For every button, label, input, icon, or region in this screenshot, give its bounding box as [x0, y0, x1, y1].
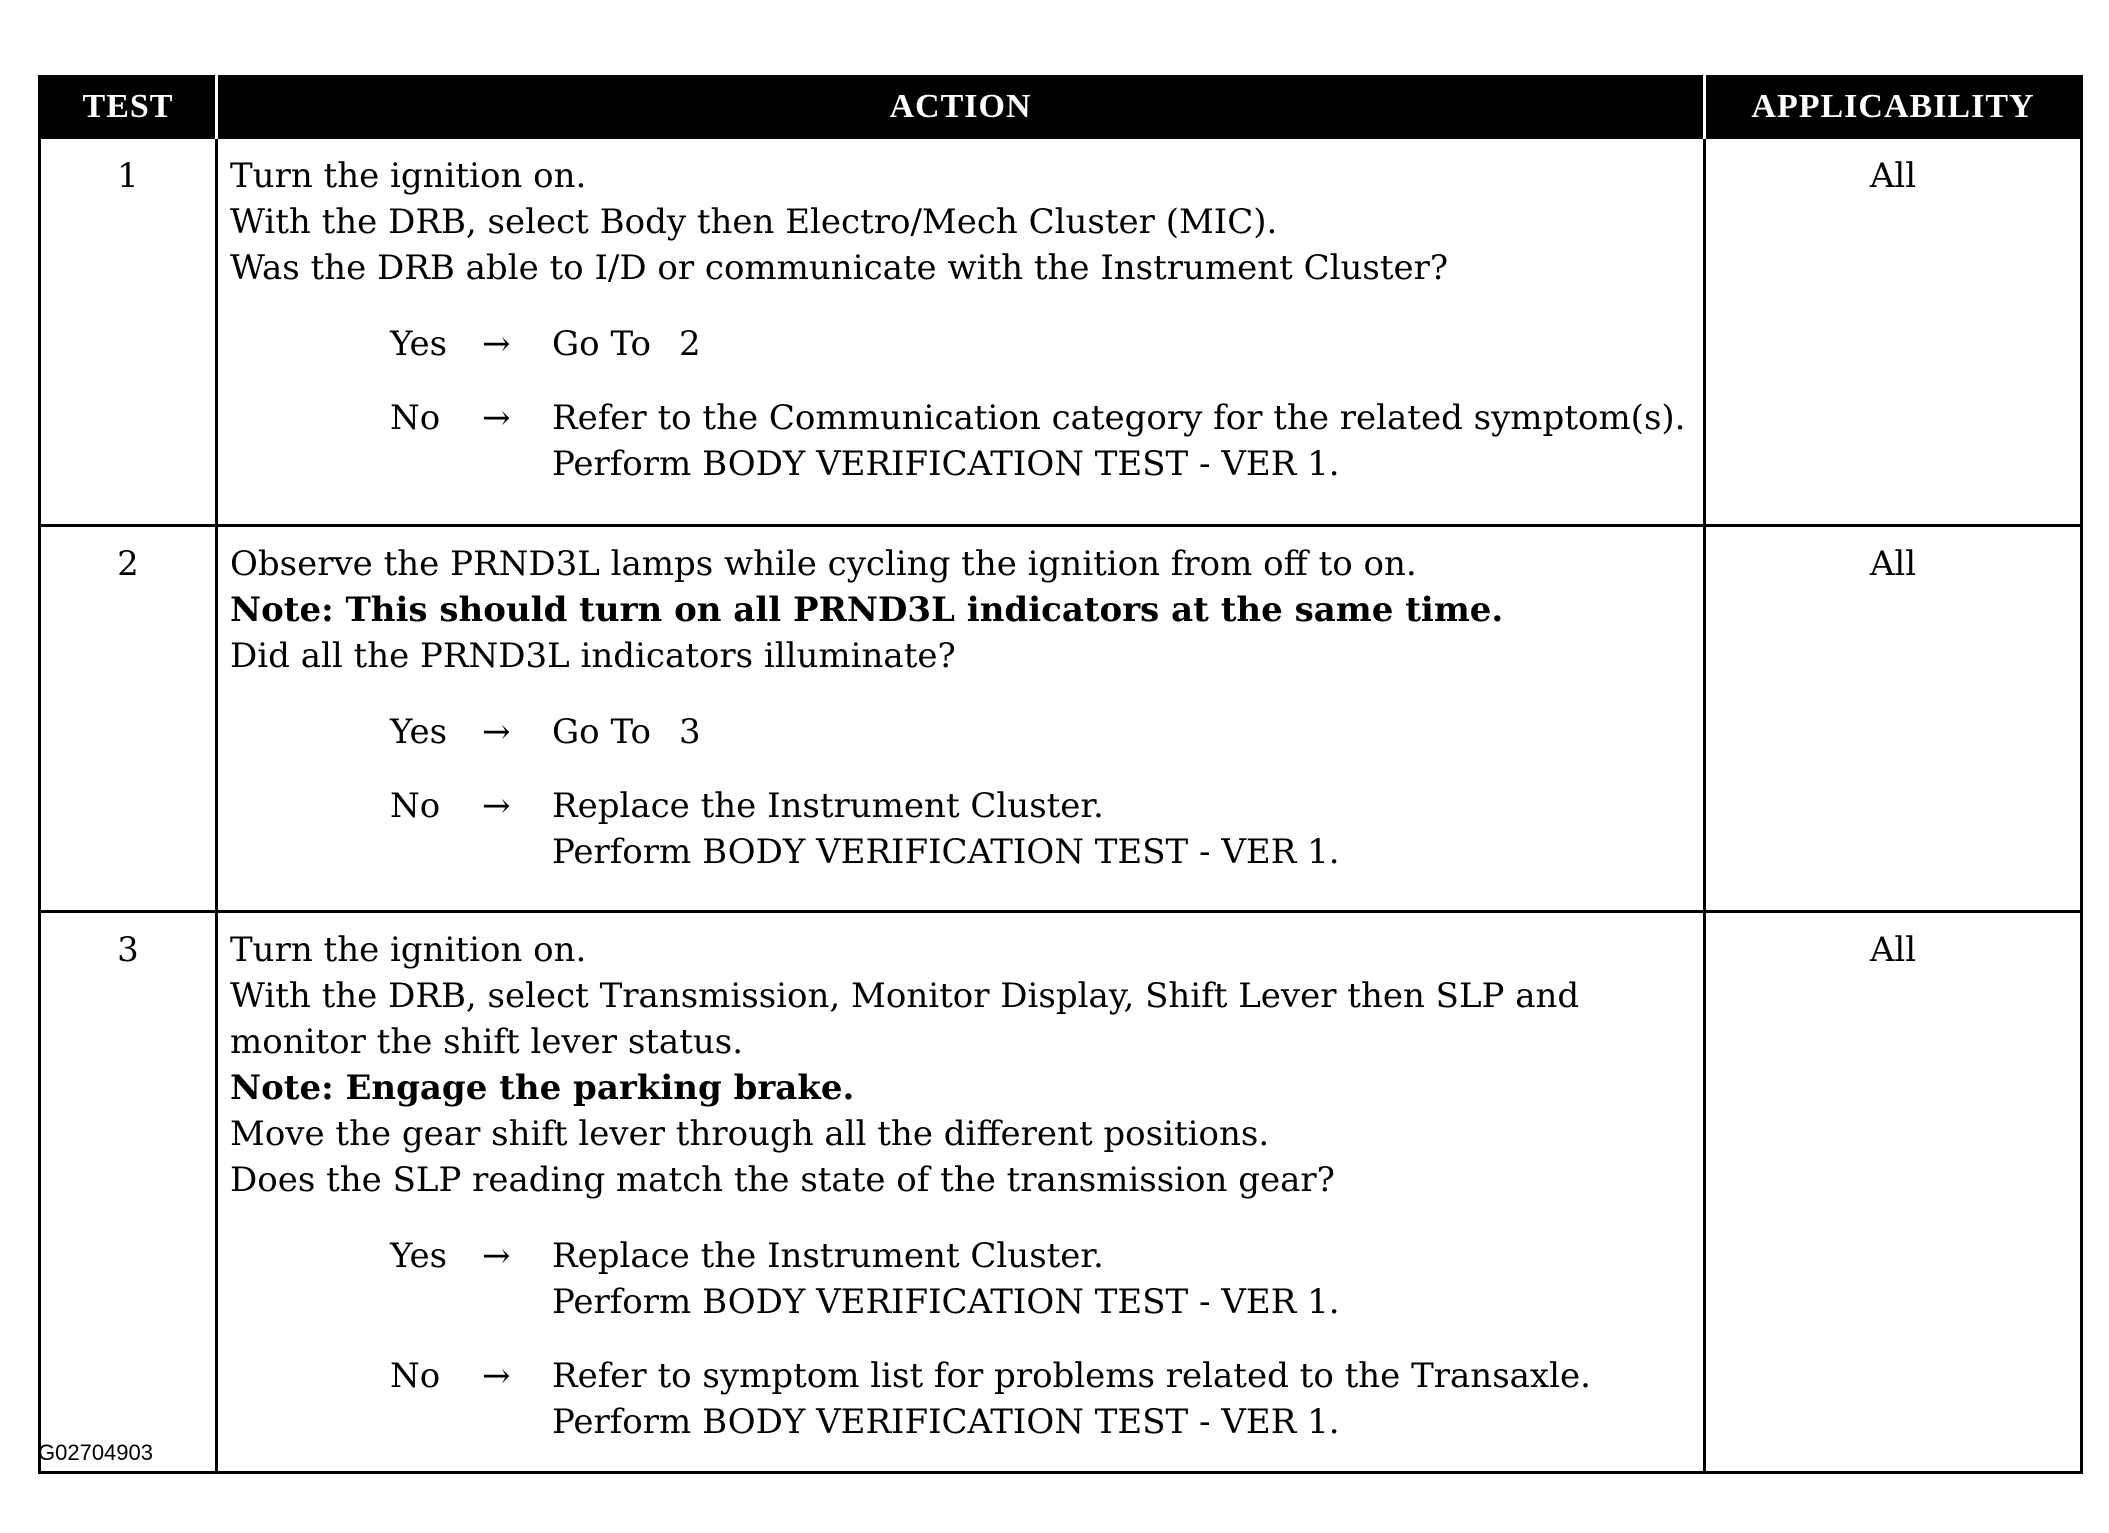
- no-result: [552, 783, 1693, 875]
- action-line: Was the DRB able to I/D or communicate with the Instrument Cluster?: [230, 248, 1449, 288]
- table-row: [40, 526, 2082, 912]
- result-line: Perform BODY VERIFICATION TEST - VER 1.: [552, 444, 1340, 484]
- no-result: [552, 395, 1693, 487]
- action-line: Observe the PRND3L lamps while cycling the ignition from off to on.: [230, 544, 1417, 584]
- result-line: Replace the Instrument Cluster.: [552, 1236, 1104, 1276]
- action-cell: [217, 526, 1705, 912]
- diagnostic-test-table: [38, 75, 2083, 1474]
- header-test: TEST: [40, 77, 217, 138]
- yes-label: Yes: [390, 324, 448, 364]
- yes-result: [552, 321, 1693, 367]
- action-line: Turn the ignition on.: [230, 930, 587, 970]
- table-row: [40, 138, 2082, 526]
- no-branch: [390, 783, 1693, 875]
- no-branch: [390, 395, 1693, 487]
- action-line: Move the gear shift lever through all the different positions.: [230, 1114, 1270, 1154]
- no-branch: [390, 1353, 1693, 1445]
- arrow-right-icon: →: [482, 786, 511, 826]
- result-line: Perform BODY VERIFICATION TEST - VER 1.: [552, 1402, 1340, 1442]
- result-line: Replace the Instrument Cluster.: [552, 786, 1104, 826]
- yes-branch: [390, 321, 1693, 367]
- result-line: Perform BODY VERIFICATION TEST - VER 1.: [552, 1282, 1340, 1322]
- result-line: Perform BODY VERIFICATION TEST - VER 1.: [552, 832, 1340, 872]
- arrow-right-icon: →: [482, 712, 511, 752]
- yes-label: Yes: [390, 1236, 448, 1276]
- no-label: No: [390, 1356, 441, 1396]
- no-label: No: [390, 786, 441, 826]
- yes-branch: [390, 709, 1693, 755]
- action-line: With the DRB, select Body then Electro/Mech Cluster (MIC).: [230, 202, 1278, 242]
- action-line: With the DRB, select Transmission, Monitor Display, Shift Lever then SLP and: [230, 976, 1580, 1016]
- goto-label: Go To: [552, 712, 651, 752]
- no-result: [552, 1353, 1693, 1445]
- action-line: Does the SLP reading match the state of the transmission gear?: [230, 1160, 1335, 1200]
- header-action: ACTION: [217, 77, 1705, 138]
- note-line: Note: This should turn on all PRND3L indicators at the same time.: [230, 590, 1504, 630]
- arrow-right-icon: →: [482, 398, 511, 438]
- figure-id: G02704903: [38, 1440, 153, 1465]
- applicability-value: All: [1705, 138, 2082, 526]
- yes-result: [552, 709, 1693, 755]
- goto-number: 3: [678, 712, 701, 752]
- test-number: 1: [40, 138, 217, 526]
- yes-label: Yes: [390, 712, 448, 752]
- yes-result: [552, 1233, 1693, 1325]
- test-number: 2: [40, 526, 217, 912]
- action-line: Did all the PRND3L indicators illuminate?: [230, 636, 956, 676]
- applicability-value: All: [1705, 912, 2082, 1473]
- arrow-right-icon: →: [482, 1356, 511, 1396]
- table-row: [40, 912, 2082, 1473]
- result-line: Refer to the Communication category for the related symptom(s).: [552, 398, 1686, 438]
- action-line: monitor the shift lever status.: [230, 1022, 744, 1062]
- table-header-row: [40, 77, 2082, 138]
- action-line: Turn the ignition on.: [230, 156, 587, 196]
- goto-number: 2: [678, 324, 701, 364]
- result-line: Refer to symptom list for problems related to the Transaxle.: [552, 1356, 1591, 1396]
- yes-branch: [390, 1233, 1693, 1325]
- action-cell: [217, 912, 1705, 1473]
- action-cell: [217, 138, 1705, 526]
- arrow-right-icon: →: [482, 324, 511, 364]
- test-number: 3: [40, 912, 217, 1473]
- applicability-value: All: [1705, 526, 2082, 912]
- arrow-right-icon: →: [482, 1236, 511, 1276]
- header-applicability: APPLICABILITY: [1705, 77, 2082, 138]
- note-line: Note: Engage the parking brake.: [230, 1068, 855, 1108]
- goto-label: Go To: [552, 324, 651, 364]
- no-label: No: [390, 398, 441, 438]
